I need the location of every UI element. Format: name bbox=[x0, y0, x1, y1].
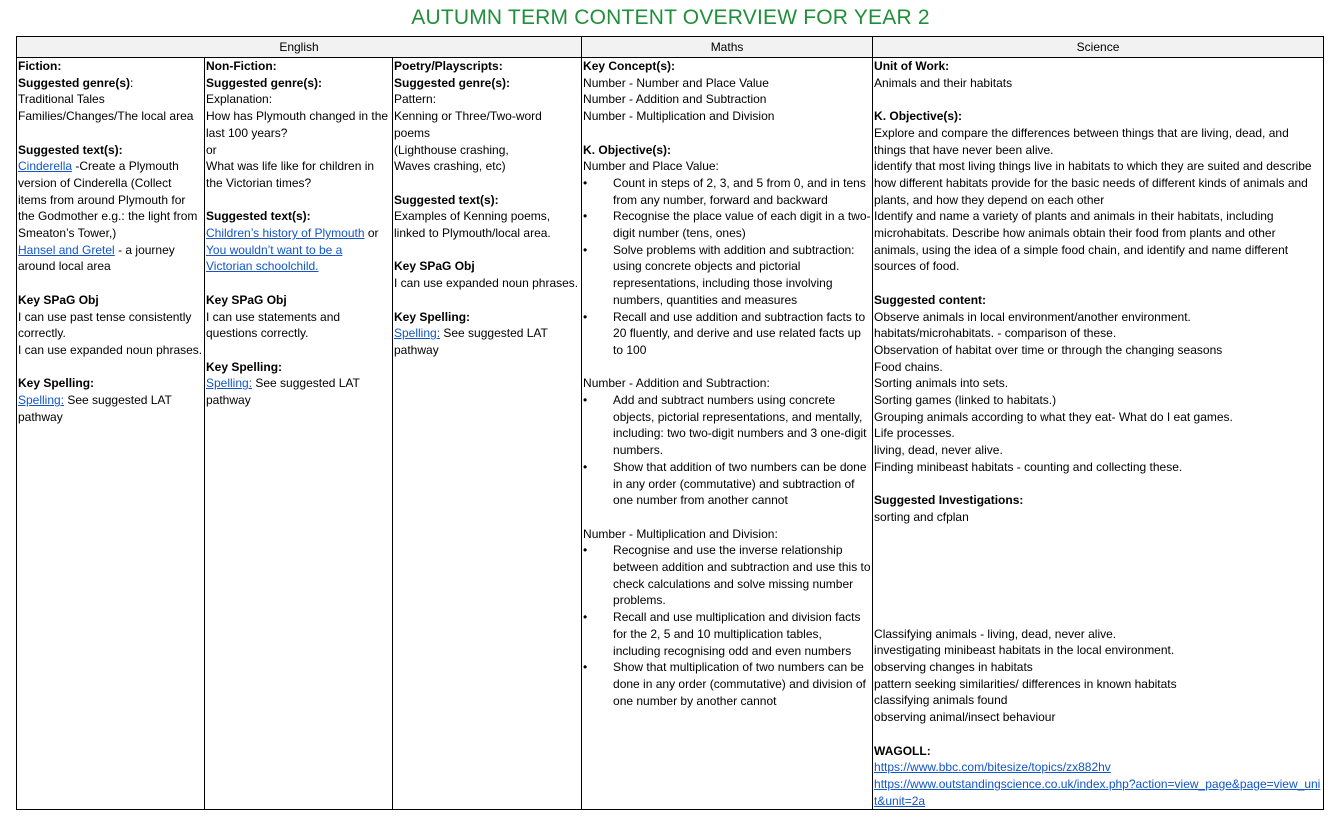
nonfiction-heading: Non-Fiction: bbox=[206, 59, 277, 73]
science-content-item: Sorting animals into sets. bbox=[874, 376, 1009, 391]
science-unit: Animals and their habitats bbox=[874, 75, 1013, 90]
poetry-genre: Kenning or Three/Two-word poems bbox=[394, 109, 542, 140]
maths-objective-label: K. Objective(s): bbox=[583, 142, 672, 157]
nonfiction-genre: What was life like for children in the Victorian times? bbox=[206, 159, 375, 190]
content-row bbox=[17, 58, 1324, 810]
plymouth-history-link[interactable]: Children’s history of Plymouth bbox=[206, 226, 365, 241]
fiction-spelling-label: Key Spelling: bbox=[18, 376, 95, 391]
fiction-spag-item: I can use past tense consistently correctly. bbox=[18, 309, 192, 341]
science-investigation-item: investigating minibeast habitats in the local environment. bbox=[874, 643, 1175, 658]
maths-objective-item: • Show that multiplication of two numbers can be done in any order (commutative) and division of one number by another cannot bbox=[613, 659, 871, 709]
hansel-gretel-link[interactable]: Hansel and Gretel bbox=[18, 242, 115, 257]
maths-section-title: Number - Addition and Subtraction: bbox=[583, 376, 770, 391]
science-investigation-item: pattern seeking similarities/ differences in known habitats bbox=[874, 676, 1177, 691]
science-investigation-item: observing changes in habitats bbox=[874, 660, 1033, 675]
science-content-item: Sorting games (linked to habitats.) bbox=[874, 393, 1057, 408]
fiction-texts-label: Suggested text(s): bbox=[18, 142, 123, 157]
science-content-item: living, dead, never alive. bbox=[874, 443, 1003, 458]
maths-objective-item: • Recognise and use the inverse relationship between addition and subtraction and use this to check calculations and solve missing number problems. bbox=[613, 542, 871, 609]
nonfiction-spelling-label: Key Spelling: bbox=[206, 359, 283, 374]
nonfiction-texts-or: or bbox=[364, 226, 379, 241]
nonfiction-texts-label: Suggested text(s): bbox=[206, 209, 311, 224]
science-investigation-item: sorting and cfplan bbox=[874, 509, 969, 524]
poetry-texts-label: Suggested text(s): bbox=[394, 192, 499, 207]
fiction-genre: Traditional Tales bbox=[18, 92, 105, 107]
fiction-heading: Fiction: bbox=[18, 59, 62, 73]
wagoll-label: WAGOLL: bbox=[874, 743, 931, 758]
fiction-text-1 bbox=[18, 158, 203, 242]
fiction-cell bbox=[17, 58, 205, 810]
science-content-item: Life processes. bbox=[874, 426, 955, 441]
maths-section-title: Number - Multiplication and Division: bbox=[583, 526, 778, 541]
maths-objective-item: • Recall and use multiplication and division facts for the 2, 5 and 10 multiplication tables, including recognising odd and even numbers bbox=[613, 609, 871, 659]
maths-objective-item: • Count in steps of 2, 3, and 5 from 0, and in tens from any number, forward and backward bbox=[613, 175, 871, 208]
fiction-genre-label-line bbox=[18, 75, 203, 92]
science-objective: Identify and name a variety of plants and animals in their habitats, including microhabitats. Describe how animals obtain their food from plants and other animals, using the idea of a simple food chain, and identify and name different sources of food. bbox=[874, 209, 1289, 274]
poetry-genre-label: Suggested genre(s): bbox=[394, 75, 511, 90]
victorian-schoolchild-link[interactable]: You wouldn’t want to be a Victorian schoolchild. bbox=[206, 242, 343, 274]
poetry-spelling-label: Key Spelling: bbox=[394, 309, 471, 324]
poetry-spag-label: Key SPaG Obj bbox=[394, 259, 475, 274]
science-content-item: Observation of habitat over time or through the changing seasons bbox=[874, 342, 1223, 357]
fiction-spelling-desc: See suggested LAT pathway bbox=[18, 393, 172, 424]
header-english: English bbox=[17, 37, 582, 58]
maths-objective-item: • Solve problems with addition and subtraction: using concrete objects and pictorial representations, including those involving numbers, quantities and measures bbox=[613, 242, 871, 309]
maths-concept: Number - Addition and Subtraction bbox=[583, 92, 767, 107]
header-row bbox=[17, 37, 1324, 58]
science-cell bbox=[873, 58, 1324, 810]
nonfiction-texts bbox=[206, 225, 391, 275]
cinderella-link[interactable]: Cinderella bbox=[18, 159, 73, 174]
nonfiction-genre: or bbox=[206, 142, 217, 157]
maths-concept: Number - Multiplication and Division bbox=[583, 109, 775, 124]
science-content-label: Suggested content: bbox=[874, 292, 987, 307]
header-science: Science bbox=[873, 37, 1324, 58]
nonfiction-genre: How has Plymouth changed in the last 100 years? bbox=[206, 109, 389, 140]
fiction-spag-item: I can use expanded noun phrases. bbox=[18, 342, 203, 357]
fiction-text-2 bbox=[18, 242, 203, 275]
maths-objective-list bbox=[583, 175, 871, 359]
fiction-genre-colon: : bbox=[130, 75, 134, 90]
maths-objective-item: • Recall and use addition and subtraction facts to 20 fluently, and derive and use related facts up to 100 bbox=[613, 309, 871, 359]
nonfiction-spelling bbox=[206, 375, 391, 408]
fiction-spag-label: Key SPaG Obj bbox=[18, 292, 99, 307]
fiction-genre: Families/Changes/The local area bbox=[18, 109, 194, 124]
poetry-spelling-desc: See suggested LAT pathway bbox=[394, 326, 548, 357]
science-investigations-label: Suggested Investigations: bbox=[874, 493, 1024, 508]
science-content-item: Finding minibeast habitats - counting and collecting these. bbox=[874, 459, 1183, 474]
fiction-spelling bbox=[18, 392, 203, 425]
science-objective: Explore and compare the differences between things that are living, dead, and things that have never been alive. bbox=[874, 125, 1289, 157]
nonfiction-cell bbox=[205, 58, 393, 810]
science-investigation-item: Classifying animals - living, dead, never alive. bbox=[874, 626, 1117, 641]
maths-objective-list bbox=[583, 392, 871, 509]
header-maths: Maths bbox=[582, 37, 873, 58]
poetry-genre: (Lighthouse crashing, bbox=[394, 142, 509, 157]
spacer bbox=[874, 526, 1322, 626]
poetry-spag-item: I can use expanded noun phrases. bbox=[394, 276, 579, 291]
fiction-text-2-desc: - a journey around local area bbox=[18, 242, 175, 274]
wagoll-bbc-link[interactable]: https://www.bbc.com/bitesize/topics/zx882hv bbox=[874, 760, 1111, 775]
fiction-genre-label: Suggested genre(s) bbox=[18, 75, 131, 90]
wagoll-outstandingscience-link[interactable]: https://www.outstandingscience.co.uk/index.php?action=view_page&page=view_unit&unit=2a bbox=[874, 776, 1321, 808]
science-unit-label: Unit of Work: bbox=[874, 59, 950, 73]
nonfiction-genre-label: Suggested genre(s): bbox=[206, 75, 323, 90]
fiction-text-1-desc: -Create a Plymouth version of Cinderella (Collect items from around Plymouth for the Godmother e.g.: the light from Smeaton’s Tower,) bbox=[18, 159, 198, 241]
nonfiction-genre: Explanation: bbox=[206, 92, 273, 107]
nonfiction-spelling-link[interactable]: Spelling: bbox=[206, 376, 253, 391]
maths-section-title: Number and Place Value: bbox=[583, 159, 719, 174]
nonfiction-spag-label: Key SPaG Obj bbox=[206, 292, 287, 307]
maths-cell bbox=[582, 58, 873, 810]
nonfiction-spelling-desc: See suggested LAT pathway bbox=[206, 376, 360, 408]
maths-objective-list bbox=[583, 542, 871, 709]
science-objective: identify that most living things live in habitats to which they are suited and describe how different habitats provide for the basic needs of different kinds of animals and plants, and how they depend on each other bbox=[874, 159, 1312, 207]
maths-objective-item: • Recognise the place value of each digit in a two-digit number (tens, ones) bbox=[613, 208, 871, 241]
poetry-spelling-link[interactable]: Spelling: bbox=[394, 326, 441, 341]
science-content-item: Observe animals in local environment/another environment. bbox=[874, 309, 1191, 324]
science-content-item: habitats/microhabitats. - comparison of these. bbox=[874, 326, 1117, 341]
page-title: AUTUMN TERM CONTENT OVERVIEW FOR YEAR 2 bbox=[411, 6, 930, 29]
poetry-heading: Poetry/Playscripts: bbox=[394, 59, 503, 73]
overview-table bbox=[16, 36, 1324, 810]
maths-objective-item: • Show that addition of two numbers can be done in any order (commutative) and subtraction of one number from another cannot bbox=[613, 459, 871, 509]
fiction-spelling-link[interactable]: Spelling: bbox=[18, 393, 65, 408]
science-investigation-item: observing animal/insect behaviour bbox=[874, 710, 1056, 725]
science-investigation-item: classifying animals found bbox=[874, 693, 1008, 708]
maths-concept: Number - Number and Place Value bbox=[583, 75, 769, 90]
nonfiction-spag-item: I can use statements and questions correctly. bbox=[206, 309, 341, 341]
maths-objective-item: • Add and subtract numbers using concrete objects, pictorial representations, and mentally, including: two two-digit numbers and 3 one-digit numbers. bbox=[613, 392, 871, 459]
poetry-genre: Pattern: bbox=[394, 92, 437, 107]
poetry-texts: Examples of Kenning poems, linked to Plymouth/local area. bbox=[394, 209, 551, 241]
science-content-item: Food chains. bbox=[874, 359, 943, 374]
poetry-spelling bbox=[394, 325, 580, 358]
poetry-genre: Waves crashing, etc) bbox=[394, 159, 506, 174]
poetry-cell bbox=[393, 58, 582, 810]
maths-concepts-label: Key Concept(s): bbox=[583, 59, 676, 73]
science-objective-label: K. Objective(s): bbox=[874, 109, 963, 124]
science-content-item: Grouping animals according to what they eat- What do I eat games. bbox=[874, 409, 1233, 424]
